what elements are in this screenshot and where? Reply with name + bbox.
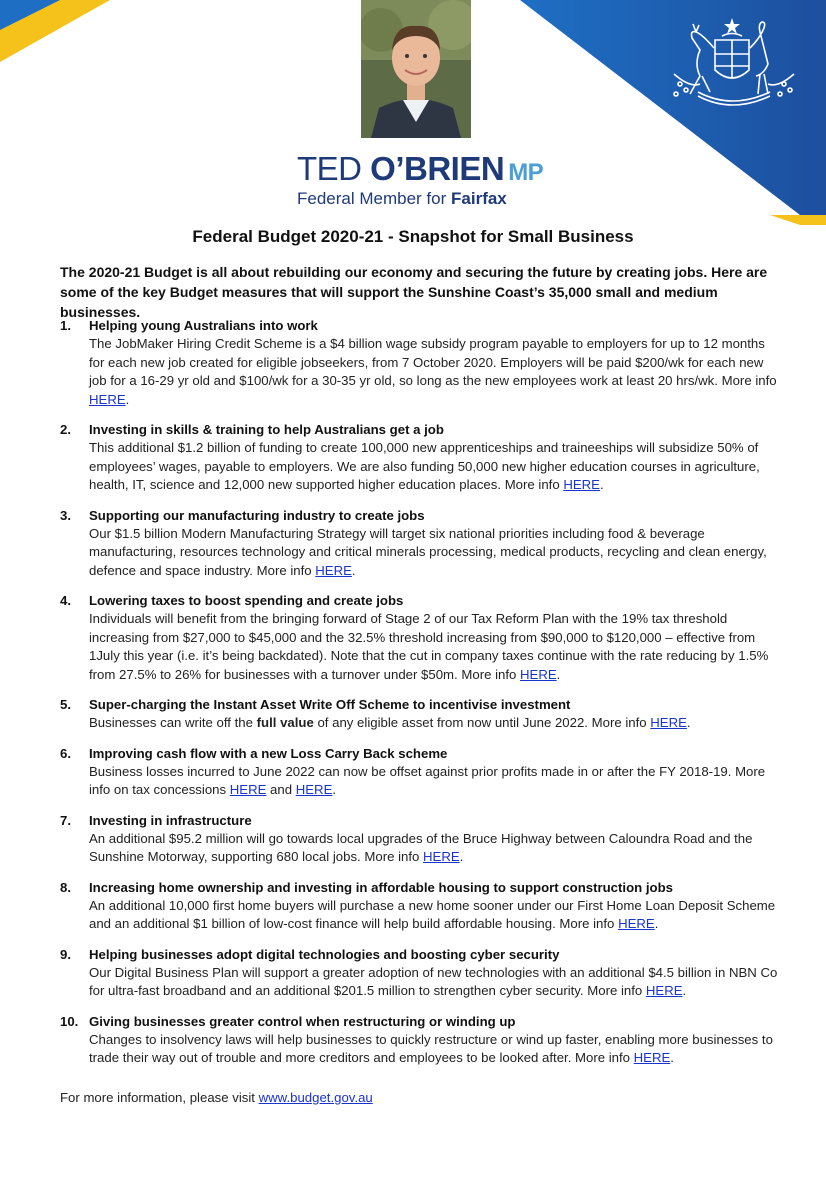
list-item [60,878,780,934]
item-title: Investing in skills & training to help Australians get a job [89,422,444,437]
more-info-link[interactable]: HERE [650,715,687,730]
item-body-text: Changes to insolvency laws will help businesses to quickly restructure or wind up faster, enabling more businesses to trade their way out of trouble and more creditors and employees to be looked after. More info [89,1031,773,1065]
item-body: Individuals will benefit from the bringing forward of Stage 2 of our Tax Reform Plan with the 19% tax threshold increasing from $27,000 to $45,000 and the 32.5% threshold increasing from $90,000 to $120,000 – effective from 1July this year (i.e. it’s being backdated). Note that the cut in company taxes continue with the rate reducing by 1.5% from 27.5% to 26% for businesses with a turnover under $50m. More info HERE. [89,611,769,682]
item-body-text: Business losses incurred to June 2022 can now be offset against prior profits made in or after the FY 2018-19. More info on tax concessions [89,763,766,797]
mp-brand [297,152,557,209]
item-body-text: and [266,782,296,797]
footer-note [60,1090,373,1105]
item-title: Helping businesses adopt digital technologies and boosting cyber security [89,946,560,962]
item-body-text: This additional $1.2 billion of funding to create 100,000 new apprenticeships and traineeships will subsidize 50% of employees’ wages, payable to employers. We are also funding 50,000 new higher education courses in agriculture, health, IT, science and 12,000 new supported higher education places. More info [89,440,760,492]
more-info-link[interactable]: HERE [315,562,352,578]
item-body-text: The JobMaker Hiring Credit Scheme is a $4 billion wage subsidy program payable to employers for up to 12 months for each new job created for eligible jobseekers, from 7 October 2020. Employers will be paid $200/wk for each new job for a 16-29 yr old and $100/wk for a 30-35 yr old, so long as the new employees work at least 20 hrs/wk. More info [89,336,777,388]
item-body-text: Our $1.5 billion Modern Manufacturing Strategy will target six national priorities including food & beverage manufacturing, resources technology and critical minerals processing, medical products, recycling and clean energy, defence and space industry. More info [89,525,767,578]
item-title: Lowering taxes to boost spending and create jobs [89,593,404,608]
item-body: An additional $95.2 million will go towards local upgrades of the Bruce Highway between Caloundra Road and the Sunshine Motorway, supporting 680 local jobs. More info HERE. [89,830,753,864]
list-item [60,811,780,867]
item-body-emphasis: full value [256,715,314,730]
intro-paragraph: The 2020-21 Budget is all about rebuilding our economy and securing the future by creating jobs. Here are some of the key Budget measures that will support the Sunshine Coast’s 35,000 small and medium businesses. [60,264,768,320]
item-body: This additional $1.2 billion of funding to create 100,000 new apprenticeships and traineeships will subsidize 50% of employees’ wages, payable to employers. We are also funding 50,000 new higher education courses in agriculture, health, IT, science and 12,000 new supported higher education places. More info HERE. [89,440,760,492]
item-title: Helping young Australians into work [89,318,318,333]
list-item [60,945,780,1001]
item-body-text: An additional 10,000 first home buyers will purchase a new home sooner under our First Home Loan Deposit Scheme and an additional $1 billion of low-cost finance will help build affordable housing. More info [89,897,776,931]
list-item [60,316,780,409]
mp-electorate [297,189,557,209]
item-body: An additional 10,000 first home buyers will purchase a new home sooner under our First Home Loan Deposit Scheme and an additional $1 billion of low-cost finance will help build affordable housing. More info HERE. [89,897,776,931]
item-title: Increasing home ownership and investing in affordable housing to support construction jobs [89,879,673,895]
coat-of-arms [660,14,810,110]
measures-list [60,316,780,1079]
item-body: The JobMaker Hiring Credit Scheme is a $4 billion wage subsidy program payable to employers for up to 12 months for each new job created for eligible jobseekers, from 7 October 2020. Employers will be paid $200/wk for each new job for a 16-29 yr old and $100/wk for a 30-35 yr old, so long as the new employees work at least 20 hrs/wk. More info HERE. [89,336,777,407]
item-number: 5. [60,697,71,712]
name-first: TED [297,150,362,187]
item-body-text: Individuals will benefit from the bringing forward of Stage 2 of our Tax Reform Plan with the 19% tax threshold increasing from $27,000 to $45,000 and the 32.5% threshold increasing from $90,000 to $120,000 – effective from 1July this year (i.e. it’s being backdated). Note that the cut in company taxes continue with the rate reducing by 1.5% from 27.5% to 26% for businesses with a turnover under $50m. More info [89,611,769,682]
tax-concessions-link-2[interactable]: HERE [295,782,333,797]
budget-website-link[interactable]: www.budget.gov.au [258,1090,373,1105]
list-item [60,744,780,800]
mp-photo [361,0,471,138]
tax-concessions-link[interactable]: HERE [229,782,267,797]
item-title: Improving cash flow with a new Loss Carry Back scheme [89,745,448,761]
item-number: 8. [60,879,71,895]
list-item [60,420,780,495]
item-number: 7. [60,812,71,828]
list-item [60,1012,780,1068]
item-number: 3. [60,507,71,523]
item-title: Giving businesses greater control when restructuring or winding up [89,1013,516,1029]
list-item [60,506,780,581]
portrait-image [361,0,471,138]
item-body-text: Businesses can write off the [89,715,257,730]
item-number: 9. [60,946,71,962]
document-title: Federal Budget 2020-21 - Snapshot for Small Business [192,227,634,246]
item-body: Business losses incurred to June 2022 can now be offset against prior profits made in or after the FY 2018-19. More info on tax concessions HERE and HERE. [89,763,766,797]
more-info-link[interactable]: HERE [618,916,655,931]
item-body: Changes to insolvency laws will help businesses to quickly restructure or wind up faster, enabling more businesses to trade their way out of trouble and more creditors and employees to be looked after. More info HERE. [89,1031,773,1065]
item-body-text: Our Digital Business Plan will support a greater adoption of new technologies with an additional $4.5 billion in NBN Co for ultra-fast broadband and an additional $201.5 million to strengthen cyber security. More info [89,964,778,998]
item-number: 2. [60,422,71,437]
mp-name [297,152,557,190]
item-number: 4. [60,593,71,608]
name-suffix: MP [508,159,544,186]
item-body-text: of any eligible asset from now until June 2022. More info [313,715,651,730]
more-info-link[interactable]: HERE [563,477,600,492]
right-gold-stripe [770,215,826,225]
item-body-text: An additional $95.2 million will go towards local upgrades of the Bruce Highway between Caloundra Road and the Sunshine Motorway, supporting 680 local jobs. More info [89,830,753,864]
more-info-link[interactable]: HERE [423,849,460,864]
more-info-link[interactable]: HERE [89,391,126,407]
list-item [60,695,780,733]
name-last: O’BRIEN [370,150,505,187]
list-item [60,591,780,684]
subtitle-prefix: Federal Member for [297,189,447,208]
header-banner [0,0,826,225]
subtitle-electorate: Fairfax [451,189,507,208]
item-body: Our $1.5 billion Modern Manufacturing Strategy will target six national priorities including food & beverage manufacturing, resources technology and critical minerals processing, medical products, recycling and clean energy, defence and space industry. More info HERE. [89,525,767,578]
item-number: 1. [60,318,71,333]
item-body: Businesses can write off the full value of any eligible asset from now until June 2022. More info HERE. [89,715,691,730]
more-info-link[interactable]: HERE [520,666,557,682]
item-body: Our Digital Business Plan will support a greater adoption of new technologies with an additional $4.5 billion in NBN Co for ultra-fast broadband and an additional $201.5 million to strengthen cyber security. More info HERE. [89,964,778,998]
crest-icon [660,14,810,110]
item-number: 6. [60,745,71,761]
item-title: Supporting our manufacturing industry to create jobs [89,507,425,523]
footer-text: For more information, please visit [60,1090,259,1105]
item-title: Investing in infrastructure [89,812,252,828]
item-number: 10. [60,1013,79,1029]
more-info-link[interactable]: HERE [633,1050,671,1065]
item-title: Super-charging the Instant Asset Write Off Scheme to incentivise investment [89,697,571,712]
more-info-link[interactable]: HERE [645,983,683,998]
